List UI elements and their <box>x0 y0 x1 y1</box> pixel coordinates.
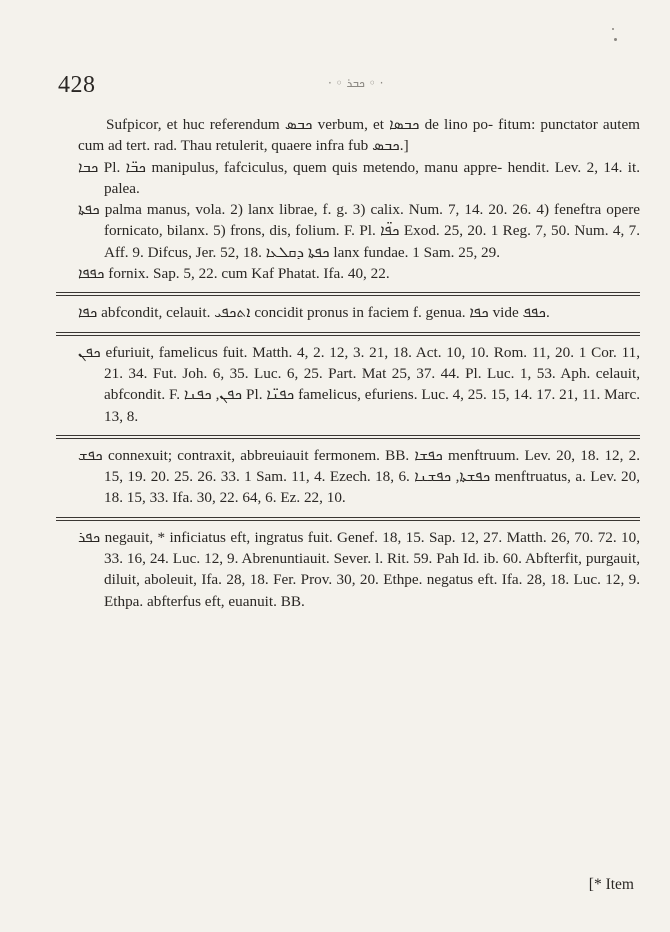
page-number: 428 <box>58 72 96 98</box>
entry-line: 4. Ezech. 18, 6. <box>314 468 410 486</box>
entry-line: l. Rit. 59. Pah Id. ib. 60. Abfterfit, purgauit, diluit, aboleuit, Ifa. <box>104 550 641 589</box>
page-header <box>58 72 600 102</box>
entry-line: 11. Marc. 13, 8. <box>104 386 641 425</box>
entry-line: ܟܦܦܐ fornix. Sap. 5, 22. cum Kaf Phatat. Ifa. 40, 22. <box>78 265 390 283</box>
dictionary-entry <box>78 445 640 509</box>
dictionary-body <box>78 114 640 612</box>
entry-line: infra fub ܟܒܣ.] <box>315 137 409 155</box>
dictionary-entry <box>78 527 640 612</box>
entry-line: Mat 25, 37. 44. Pl. Luc. 1, 53. Aph. celauit, abfcondit. F. <box>104 364 640 404</box>
section-divider <box>56 435 640 439</box>
catchword: [* Item <box>588 876 634 893</box>
continuation-paragraph <box>78 114 640 157</box>
entry-line: Pl. ܟܦ̈ܐ Exod. 25, 20. 1 Reg. 7, 50. Num. 4, 7. Aff. 9. Difcus, Jer. <box>104 222 640 261</box>
entry-line: 52, 18. ܟܦܬܐ ܕܩܠܥܐ lanx fundae. 1 Sam. 25, 29. <box>220 243 501 261</box>
entry-line: 9. Ethpa. abfterfus eft, euanuit. BB. <box>104 571 641 610</box>
entry-line: ܟܦܢ efuriuit, famelicus fuit. Matth. 4, 2. 12, 3. 21, 18. Act. 10, 10. <box>78 343 489 361</box>
paper-speck <box>612 28 614 30</box>
entry-line: ܟܦܫ connexuit; contraxit, abbreuiauit fermonem. BB. <box>78 446 410 464</box>
entry-line: Rom. 11, 20. 1 Cor. 11, 21. 34. Fut. Joh. 6, 35. Luc. 6, 25. Part. <box>104 343 640 382</box>
section-divider <box>56 517 640 521</box>
dictionary-entry <box>78 157 640 200</box>
entry-line: Sufpicor, et huc referendum ܟܒܣ verbum, et ܟܒܣܐ de lino po- <box>106 116 494 133</box>
entry-line: ܟܦܫܬܐ, ܟܦܫܢܐ menftruatus, a. Lev. 20, 18. 15, 33. Ifa. 30, 22. 64, <box>104 468 641 507</box>
paper-speck <box>614 38 617 41</box>
entry-line: ܟܦܫܐ menftruum. Lev. 20, 18. 12, 2. 15, 19. 20. 25. 26. 33. 1 Sam. 11, <box>104 446 641 486</box>
dictionary-entry <box>78 263 640 284</box>
section-divider <box>56 332 640 336</box>
entry-line: ܟܦܬܐ palma manus, vola. 2) lanx librae, f. g. 3) calix. Num. 7, 14. <box>78 201 484 219</box>
entry-line: hendit. Lev. 2, 14. it. palea. <box>104 158 641 197</box>
running-head: · ◦ ܟܒܪ ◦ · <box>328 76 384 90</box>
entry-line: 20. 26. 4) feneftra opere fornicato, bilanx. 5) frons, dis, folium. F. <box>104 201 640 240</box>
section-divider <box>56 292 640 296</box>
entry-line: ܟܦܐ vide ܟܦܦ. <box>469 304 550 322</box>
entry-line: 28, 18. Fer. Prov. 30, 20. Ethpe. negatus eft. Ifa. 28, 18. Luc. 12, <box>226 571 625 589</box>
dictionary-entry <box>78 302 640 323</box>
entry-line: ܟܦܐ abfcondit, celauit. ܐܬܟܦܝ concidit pronus in faciem f. genua. <box>78 304 466 322</box>
dictionary-entry <box>78 199 640 263</box>
dictionary-entry <box>78 342 640 427</box>
entry-line: ܟܒܐ Pl. ܟܒ̈ܐ manipulus, fafciculus, quem quis metendo, manu appre- <box>78 158 503 176</box>
entry-line: 6. Ez. 22, 10. <box>265 489 346 507</box>
entry-line: Matth. 26, 70. 72. 10, 33. 16, 24. Luc. 12, 9. Abrenuntiauit. Sever. <box>104 528 641 568</box>
entry-line: fitum: punctator autem cum ad tert. rad. Thau retulerit, quaere <box>78 116 640 155</box>
entry-line: ܟܦܪ negauit, * inficiatus eft, ingratus fuit. Genef. 18, 15. Sap. 12, 27. <box>78 528 503 546</box>
entry-line: ܟܦܢ, ܟܦܢܐ Pl. ܟܦܢ̈ܐ famelicus, efuriens. Luc. 4, 25. 15, 14. 17. 21, <box>183 386 579 404</box>
